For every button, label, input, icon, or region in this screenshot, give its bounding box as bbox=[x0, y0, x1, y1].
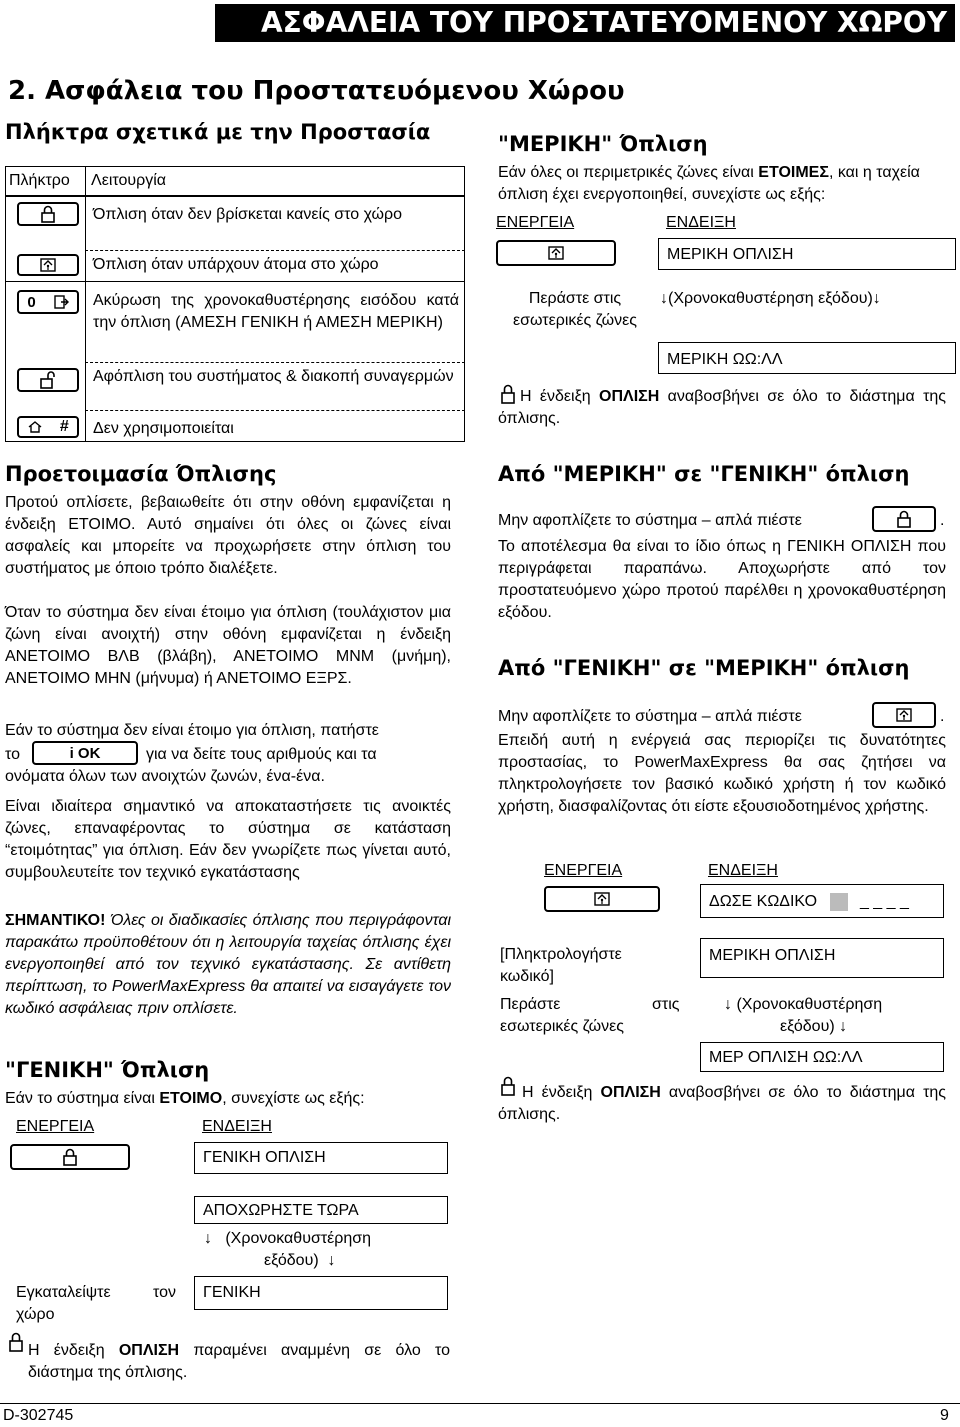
ftp-col-display: ΕΝΔΕΙΞΗ bbox=[708, 862, 778, 879]
ftp-col-action: ΕΝΕΡΓΕΙΑ bbox=[544, 862, 623, 879]
zero-key-label: 0 bbox=[27, 293, 36, 311]
section-title: 2. Ασφάλεια του Προστατευόμενου Χώρου bbox=[8, 76, 625, 106]
unlock-icon bbox=[39, 371, 57, 389]
home-person-icon bbox=[547, 245, 565, 261]
full-note-a: Η ένδειξη bbox=[28, 1342, 119, 1359]
ftp-action-3a: Περάστε bbox=[500, 996, 561, 1013]
part-note-a: Η ένδειξη bbox=[520, 388, 600, 405]
part-to-full-dot: . bbox=[940, 512, 945, 529]
func-row-4: Αφόπλιση του συστήματος & διακοπή συναγερμών bbox=[93, 368, 454, 385]
cursor-block bbox=[830, 893, 848, 911]
full-to-part-title: Από "ΓΕΝΙΚΗ" σε "ΜΕΡΙΚΗ" όπλιση bbox=[498, 656, 910, 680]
info-ok-key[interactable] bbox=[32, 741, 138, 765]
arrow-down-icon: ↓ bbox=[204, 1230, 212, 1247]
home-person-icon bbox=[593, 891, 611, 907]
home-person-icon bbox=[895, 707, 913, 723]
full-intro-c: , συνεχίστε ως εξής: bbox=[222, 1090, 365, 1107]
prep-p3-line2: για να δείτε τους αριθμούς και τα bbox=[146, 746, 377, 763]
ftp-display-1 bbox=[700, 884, 944, 918]
part-action-2: Περάστε στις εσωτερικές ζώνες bbox=[513, 290, 637, 329]
ftp-d1-blank: _ _ _ _ bbox=[859, 893, 909, 910]
ftp-d3b: εξόδου) ↓ bbox=[780, 1018, 848, 1035]
ftp-action-3b: στις bbox=[652, 996, 680, 1013]
important-text: Όλες οι διαδικασίες όπλισης που περιγράφονται παρακάτω προϋποθέτουν ότι η λειτουργία ταχείας όπλισης έχει ενεργοποιηθεί από τον τεχνικό εγκατάστασης. Σε αντίθετη περίπτωση, το PowerMaxExpress θα απαιτεί να εισαγάγετε τον κωδικό ασφάλειας πριν οπλίσετε. bbox=[5, 912, 451, 1017]
part-col-display: ΕΝΔΕΙΞΗ bbox=[666, 214, 736, 231]
ftp-action-3c: εσωτερικές ζώνες bbox=[500, 1018, 624, 1035]
ftp-action-2: [Πληκτρολογήστε κωδικό] bbox=[500, 946, 622, 985]
lock-icon bbox=[40, 205, 56, 223]
ftp-note-c: αναβοσβήνει σε όλο το διάστημα της όπλισης. bbox=[498, 1084, 947, 1123]
part-display-1: ΜΕΡΙΚΗ ΟΠΛΙΣΗ bbox=[658, 238, 956, 270]
part-intro-c: , και η ταχεία όπλιση έχει ενεργοποιηθεί, συνεχίστε ως εξής: bbox=[498, 164, 920, 203]
ftp-d1: ΔΩΣΕ ΚΩΔΙΚΟ bbox=[709, 893, 818, 910]
ftp-key[interactable] bbox=[544, 886, 660, 912]
ftp-d3a: ↓ (Χρονοκαθυστέρηση bbox=[724, 996, 883, 1013]
full-d3b: εξόδου) bbox=[264, 1252, 319, 1269]
prep-p2: Όταν το σύστημα δεν είναι έτοιμο για όπλιση (τουλάχιστον μια ζώνη είναι ανοιχτή) στην οθόνη εμφανίζεται η ένδειξη ΑΝΕΤΟΙΜΟ ΒΛΒ (βλάβη), ΑΝΕΤΟΙΜΟ ΜΝΜ (μνήμη), ΑΝΕΤΟΙΜΟ ΜΗΝ (μήνυμα) ή ΑΝΕΤΟΙΜΟ ΕΞΡΣ. bbox=[5, 604, 451, 687]
part-intro-a: Εάν όλες οι περιμετρικές ζώνες είναι bbox=[498, 164, 759, 181]
full-to-part-line1: Μην αφοπλίζετε το σύστημα – απλά πιέστε bbox=[498, 708, 802, 725]
col-func-header: Λειτουργία bbox=[91, 172, 167, 189]
full-to-part-rest: Επειδή αυτή η ενέργειά σας περιορίζει τις δυνατότητες προστασίας, το PowerMaxExpress θα σας ζητήσει να πληκτρολογήσετε τον βασικό κωδικό χρήστη ή τον κωδικό χρήστη, διασφαλίζοντας ότι είστε εξουσιοδοτημένος χρήστης. bbox=[498, 732, 946, 815]
arrow-down-icon: ↓ bbox=[872, 290, 881, 307]
func-row-2: Όπλιση όταν υπάρχουν άτομα στο χώρο bbox=[93, 256, 379, 273]
part-to-full-line1: Μην αφοπλίζετε το σύστημα – απλά πιέστε bbox=[498, 512, 802, 529]
part-note-c: αναβοσβήνει σε όλο το διάστημα της όπλισης. bbox=[498, 388, 947, 427]
part-arm-title: "ΜΕΡΙΚΗ" Όπλιση bbox=[498, 132, 708, 156]
hash-key-label: # bbox=[59, 418, 69, 435]
col-key-header: Πλήκτρο bbox=[9, 172, 70, 189]
ftp-display-4: ΜΕΡ ΟΠΛΙΣΗ ΩΩ:ΛΛ bbox=[700, 1042, 944, 1072]
lock-icon bbox=[896, 510, 912, 528]
part-arm-key[interactable] bbox=[496, 240, 616, 266]
full-arm-key[interactable] bbox=[10, 1144, 130, 1170]
part-to-full-rest: Το αποτέλεσμα θα είναι το ίδιο όπως η ΓΕΝΙΚΗ ΟΠΛΙΣΗ που περιγράφεται παραπάνω. Αποχωρήστε από τον προστατευόμενο χώρο προτού παρέλθει η χρονοκαθυστέρηση εξόδου. bbox=[498, 538, 946, 621]
header-banner: ΑΣΦΑΛΕΙΑ ΤΟΥ ΠΡΟΣΤΑΤΕΥΟΜΕΝΟΥ ΧΩΡΟΥ bbox=[215, 4, 955, 42]
func-row-5: Δεν χρησιμοποιείται bbox=[93, 420, 234, 437]
full-d3a: (Χρονοκαθυστέρηση bbox=[225, 1230, 372, 1247]
full-to-part-dot: . bbox=[940, 708, 945, 725]
full-col-action: ΕΝΕΡΓΕΙΑ bbox=[16, 1118, 95, 1135]
part-d2: (Χρονοκαθυστέρηση εξόδου) bbox=[668, 290, 873, 307]
footer-page: 9 bbox=[940, 1407, 949, 1424]
prep-p3-to: το bbox=[5, 746, 20, 763]
home-person-key[interactable] bbox=[17, 254, 79, 276]
important-label: ΣΗΜΑΝΤΙΚΟ! bbox=[5, 912, 106, 929]
full-display-1: ΓΕΝΙΚΗ ΟΠΛΙΣΗ bbox=[194, 1142, 448, 1174]
full-display-4: ΓΕΝΙΚΗ bbox=[194, 1276, 448, 1310]
keys-table bbox=[5, 166, 465, 446]
arrow-down-icon: ↓ bbox=[660, 290, 668, 307]
arrow-down-icon: ↓ bbox=[327, 1252, 336, 1269]
prep-p5 bbox=[5, 910, 451, 1020]
part-display-3: ΜΕΡΙΚΗ ΩΩ:ΛΛ bbox=[658, 342, 956, 374]
part-to-full-key[interactable] bbox=[872, 506, 936, 532]
full-note bbox=[28, 1340, 450, 1384]
ftp-note-a: Η ένδειξη bbox=[522, 1084, 601, 1101]
footer-doc: D-302745 bbox=[3, 1407, 74, 1424]
full-intro-b: ΕΤΟΙΜΟ bbox=[159, 1090, 223, 1107]
prep-p3-line1: Εάν το σύστημα δεν είναι έτοιμο για όπλιση, πατήστε bbox=[5, 722, 379, 739]
home-person-icon bbox=[39, 257, 57, 273]
part-to-full-title: Από "ΜΕΡΙΚΗ" σε "ΓΕΝΙΚΗ" όπλιση bbox=[498, 462, 910, 486]
ftp-note bbox=[498, 1082, 946, 1126]
full-to-part-key[interactable] bbox=[872, 702, 936, 728]
part-col-action: ΕΝΕΡΓΕΙΑ bbox=[496, 214, 575, 231]
full-arm-title: "ΓΕΝΙΚΗ" Όπλιση bbox=[5, 1058, 210, 1082]
full-display-2: ΑΠΟΧΩΡΗΣΤΕ ΤΩΡΑ bbox=[194, 1196, 448, 1224]
part-note-b: ΟΠΛΙΣΗ bbox=[599, 388, 660, 405]
keys-title: Πλήκτρα σχετικά με την Προστασία bbox=[5, 120, 431, 144]
full-note-c: παραμένει αναμμένη σε όλο το διάστημα της όπλισης. bbox=[28, 1342, 450, 1381]
armed-indicator-icon bbox=[8, 1332, 24, 1357]
func-row-1: Όπλιση όταν δεν βρίσκεται κανείς στο χώρο bbox=[93, 206, 403, 223]
prep-p1: Προτού οπλίσετε, βεβαιωθείτε ότι στην οθόνη εμφανίζεται η ένδειξη ΕΤΟΙΜΟ. Αυτό σημαίνει ότι όλες οι ζώνες είναι ασφαλείς και μπορείτε να προχωρήσετε στην όπλιση του συστήματος με όποιο τρόπο διαλέξετε. bbox=[5, 494, 451, 577]
part-note bbox=[498, 386, 946, 430]
full-col-display: ΕΝΔΕΙΞΗ bbox=[202, 1118, 272, 1135]
prep-p3-line3: ονόματα όλων των ανοιχτών ζωνών, ένα-ένα. bbox=[5, 768, 325, 785]
home-icon bbox=[27, 420, 43, 434]
home-hash-key[interactable] bbox=[17, 416, 79, 438]
part-display-2 bbox=[660, 288, 956, 310]
part-arm-intro bbox=[498, 162, 950, 206]
full-arm-intro bbox=[5, 1088, 365, 1110]
part-intro-b: ΕΤΟΙΜΕΣ bbox=[758, 164, 829, 181]
lock-icon bbox=[62, 1148, 78, 1166]
prep-p4: Είναι ιδιαίτερα σημαντικό να αποκαταστήσετε τις ανοικτές ζώνες, επαναφέροντας το σύστημα σε κατάσταση “ετοιμότητας” για όπλιση. Εάν δεν γνωρίζετε πως γίνεται αυτό, συμβουλευτείτε τον τεχνικό εγκατάστασης bbox=[5, 798, 451, 881]
exit-door-icon bbox=[53, 294, 69, 310]
zero-exit-key[interactable] bbox=[17, 290, 79, 314]
info-ok-label: i OK bbox=[69, 744, 101, 762]
ftp-display-2: ΜΕΡΙΚΗ ΟΠΛΙΣΗ bbox=[700, 938, 944, 978]
func-row-3: Ακύρωση της χρονοκαθυστέρησης εισόδου κατά την όπλιση (ΑΜΕΣΗ ΓΕΝΙΚΗ ή ΑΜΕΣΗ ΜΕΡΙΚΗ) bbox=[93, 292, 459, 331]
full-note-b: ΟΠΛΙΣΗ bbox=[118, 1342, 180, 1359]
ftp-display-3 bbox=[702, 994, 946, 1038]
prep-title: Προετοιμασία Όπλισης bbox=[5, 462, 277, 486]
full-display-3 bbox=[204, 1228, 444, 1272]
full-intro-a: Εάν το σύστημα είναι bbox=[5, 1090, 160, 1107]
full-action-4: Εγκαταλείψτε τον χώρο bbox=[16, 1284, 176, 1323]
lock-key[interactable] bbox=[17, 202, 79, 226]
ftp-note-b: ΟΠΛΙΣΗ bbox=[600, 1084, 661, 1101]
unlock-key[interactable] bbox=[17, 368, 79, 392]
